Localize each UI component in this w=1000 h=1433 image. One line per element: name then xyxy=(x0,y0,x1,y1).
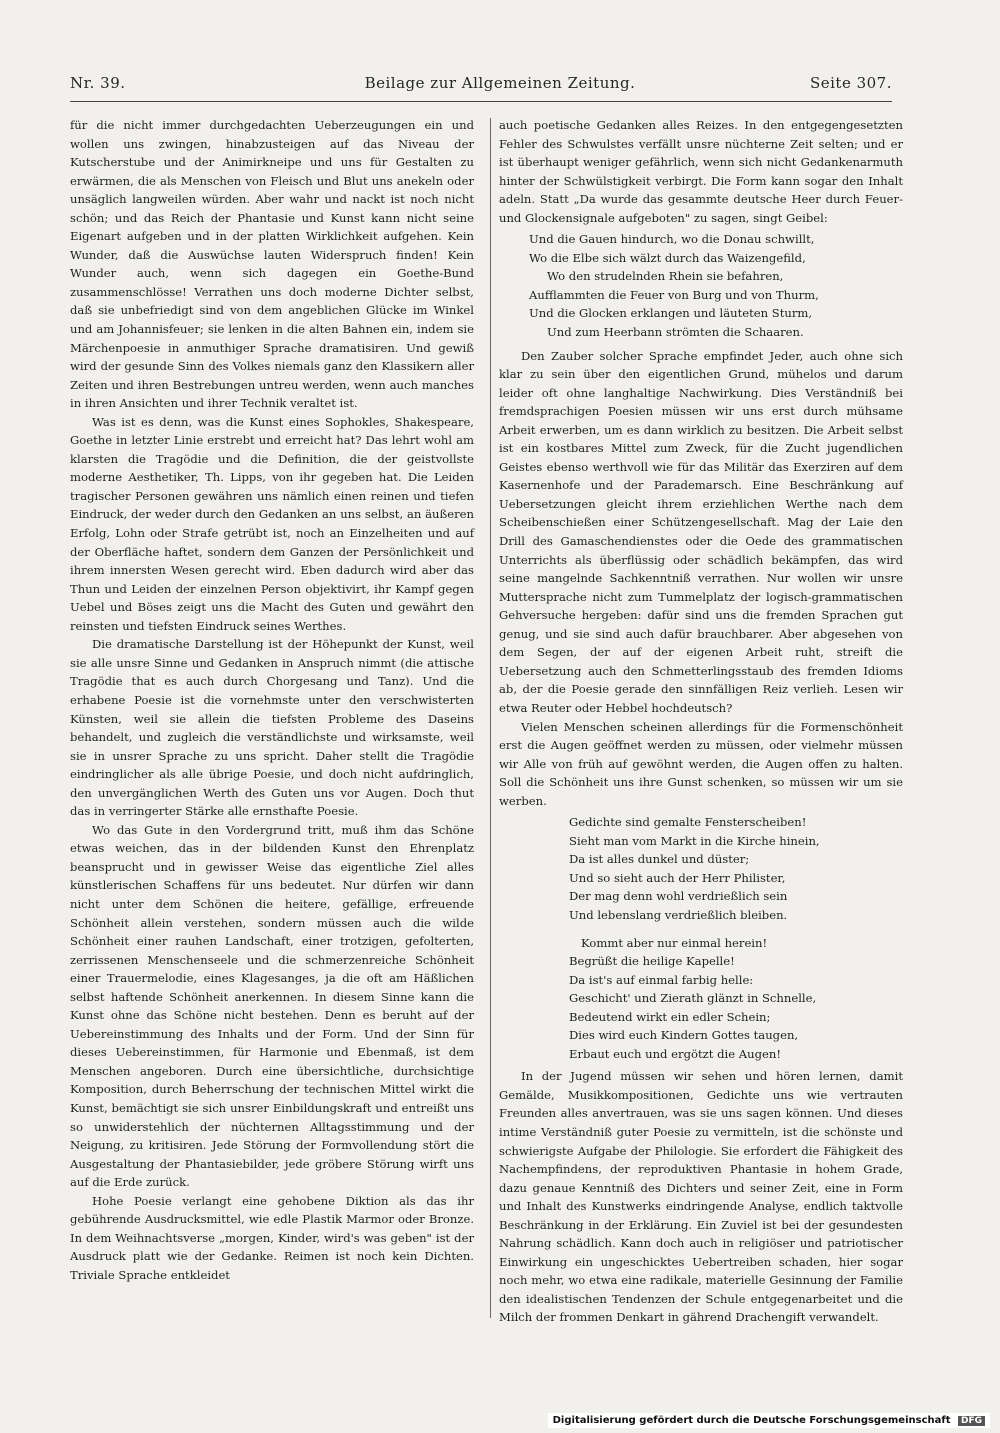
funding-footer xyxy=(548,1413,990,1428)
paragraph: für die nicht immer durchgedachten Ueberzeugungen ein und wollen uns zwingen, hinabzusteigen auf das Niveau der Kutscherstube und der Animirkneipe und uns für Gestalten zu erwärmen, die als Menschen von Fleisch und Blut uns anekeln oder unsäglich langweilen würden. Aber wahr und nackt ist noch nicht schön; und das Reich der Phantasie und Kunst kann nicht seine Eigenart aufgeben und in der platten Wirklichkeit aufgehen. Kein Wunder, daß die Auswüchse lauten Widerspruch finden! Kein Wunder auch, wenn sich dagegen ein Goethe-Bund zusammenschlösse! Verrathen uns doch moderne Dichter selbst, daß sie unbefriedigt sind von dem angeblichen Glücke im Winkel und am Johannisfeuer; sie lenken in die alten Bahnen ein, indem sie Märchenpoesie in anmuthiger Sprache dramatisiren. Und gewiß wird der gesunde Sinn des Volkes niemals ganz den Klassikern aller Zeiten und ihren Bestrebungen untreu werden, wenn auch manches in ihren Ansichten und ihrer Technik veraltet ist. xyxy=(70,118,474,411)
verse-line: Begrüßt die heilige Kapelle! xyxy=(569,954,735,969)
verse-line: Dies wird euch Kindern Gottes taugen, xyxy=(569,1028,799,1043)
verse-line: Da ist's auf einmal farbig helle: xyxy=(569,972,754,987)
header-rule xyxy=(70,101,892,102)
verse-line: Kommt aber nur einmal herein! xyxy=(581,935,768,950)
paragraph: Den Zauber solcher Sprache empfindet Jeder, auch ohne sich klar zu sein über den eigentlichen Grund, mühelos und darum leider oft ohne langhaltige Nachwirkung. Dies Verständniß bei fremdsprachigen Poesien müssen wir uns erst durch mühsame Arbeit erwerben, um es dann wirklich zu besitzen. Die Arbeit selbst ist ein kostbares Mittel zum Zweck, für die Zucht jugendlichen Geistes ebenso werthvoll wie für das Militär das Exerziren auf dem Kasernenhofe und der Parademarsch. Eine Beschränkung auf Uebersetzungen gleicht ihrem erziehlichen Werthe nach dem Scheibenschießen einer Schützengesellschaft. Mag der Laie den Drill des Gamaschendienstes oder die Oede des grammatischen Unterrichts als überflüssig oder schädlich bekämpfen, das wird seine mangelnde Sachkenntniß verrathen. Nur wollen wir unsre Muttersprache nicht zum Tummelplatz der logisch-grammatischen Gehversuche hergeben: dafür sind uns die fremden Sprachen gut genug, und sie sind auch dafür brauchbarer. Aber abgesehen von dem Segen, der auf der eigenen Arbeit ruht, streift die Uebersetzung auch den Schmetterlingsstaub des fremden Idioms ab, der die Poesie gerade den sinnfälligen Reiz verlieh. Lesen wir etwa Reuter oder Hebbel hochdeutsch? xyxy=(499,348,903,715)
verse-line: Und zum Heerbann strömten die Schaaren. xyxy=(547,325,804,340)
paragraph: Wo das Gute in den Vordergrund tritt, muß ihm das Schöne etwas weichen, das in der bildenden Kunst den Ehrenplatz beansprucht und in gewisser Weise das eigentliche Ziel alles künstlerischen Schaffens für uns bedeutet. Nur dürfen wir dann nicht unter dem Schönen die heitere, gefällige, erfreuende Schönheit allein verstehen, sondern müssen auch die wilde Schönheit einer rauhen Landschaft, einer trotzigen, gefolterten, zerrissenen Menschenseele und die schmerzenreiche Schönheit einer Trauermelodie, eines Klagesanges, ja die oft am Häßlichen selbst haftende Schönheit anerkennen. In diesem Sinne kann die Kunst ohne das Schöne nicht bestehen. Denn es beruht auf der Uebereinstimmung des Inhalts und der Form. Und der Sinn für dieses Uebereinstimmen, für Harmonie und Ebenmaß, ist dem Menschen angeboren. Durch eine übersichtliche, durchsichtige Komposition, durch Beherrschung der technischen Mittel wirkt die Kunst, bemächtigt sie sich unsrer Einbildungskraft und entreißt uns so unwiderstehlich der nüchternen Alltagsstimmung und der Neigung, zu kritisiren. Jede Störung der Formvollendung stört die Ausgestaltung der Phantasiebilder, jede gröbere Störung wirft uns auf die Erde zurück. xyxy=(70,822,474,1190)
funding-text: Digitalisierung gefördert durch die Deutsche Forschungsgemeinschaft xyxy=(552,1415,951,1426)
verse-line: Bedeutend wirkt ein edler Schein; xyxy=(569,1009,771,1024)
publication-title: Beilage zur Allgemeinen Zeitung. xyxy=(364,74,636,92)
paragraph: In der Jugend müssen wir sehen und hören lernen, damit Gemälde, Musikkompositionen, Gedichte uns wie vertrauten Freunden alles anvertrauen, was sie uns sagen können. Und dieses intime Verständniß guter Poesie zu vermitteln, ist die schönste und schwierigste Aufgabe der Philologie. Sie erfordert die Fähigkeit des Nachempfindens, der reproduktiven Phantasie in hohem Grade, dazu genaue Kenntniß des Dichters und seiner Zeit, eine in Form und Inhalt des Kunstwerks eindringende Analyse, endlich taktvolle Beschränkung in der Erklärung. Ein Zuviel ist bei der gesundesten Nahrung schädlich. Kann doch auch in religiöser und patriotischer Einwirkung ein ungeschicktes Uebertreiben schaden, hier sogar noch mehr, wo etwa eine radikale, materielle Gesinnung der Familie den idealistischen Tendenzen der Schule entgegenarbeitet und die Milch der frommen Denkart in gährend Drachengift verwandelt. xyxy=(499,1069,903,1325)
paragraph: auch poetische Gedanken alles Reizes. In den entgegengesetzten Fehler des Schwulstes verfällt unsre nüchterne Zeit selten; und er ist überhaupt weniger gefährlich, wenn sich nicht Gedankenarmuth hinter der Schwülstigkeit verbirgt. Die Form kann sogar den Inhalt adeln. Statt „Da wurde das gesammte deutsche Heer durch Feuer- und Glockensignale aufgeboten" zu sagen, singt Geibel: xyxy=(499,118,903,225)
issue-number: Nr. 39. xyxy=(70,74,126,92)
dfg-logo: DFG xyxy=(958,1416,985,1426)
verse-line: Da ist alles dunkel und düster; xyxy=(569,852,750,867)
verse-line: Der mag denn wohl verdrießlich sein xyxy=(569,889,788,904)
verse-line: Sieht man vom Markt in die Kirche hinein, xyxy=(569,833,820,848)
verse-line: Aufflammten die Feuer von Burg und von Thurm, xyxy=(529,287,819,302)
verse-quote xyxy=(499,810,903,1067)
verse-line: Wo die Elbe sich wälzt durch das Waizengefild, xyxy=(529,250,806,265)
page-number: Seite 307. xyxy=(809,74,892,92)
verse-line: Und lebenslang verdrießlich bleiben. xyxy=(569,907,788,922)
verse-line: Und die Gauen hindurch, wo die Donau schwillt, xyxy=(529,232,815,247)
verse-line: Erbaut euch und ergötzt die Augen! xyxy=(569,1046,782,1061)
verse-line: Und so sieht auch der Herr Philister, xyxy=(569,870,786,885)
verse-quote xyxy=(499,227,903,346)
left-column xyxy=(70,116,474,1284)
verse-line: Wo den strudelnden Rhein sie befahren, xyxy=(547,269,784,284)
paragraph: Was ist es denn, was die Kunst eines Sophokles, Shakespeare, Goethe in letzter Linie erstrebt und erreicht hat? Das lehrt wohl am klarsten die Tragödie und die Definition, die der geistvollste moderne Aesthetiker, Th. Lipps, von ihr gegeben hat. Die Leiden tragischer Personen gewähren uns nämlich einen reinen und tiefen Eindruck, der weder durch den Gedanken an uns selbst, an äußeren Erfolg, Lohn oder Strafe getrübt ist, noch an Einzelheiten und auf der Oberfläche haftet, sondern dem Ganzen der Persönlichkeit und ihrem innersten Wesen gerecht wird. Eben dadurch wird aber das Thun und Leiden der einzelnen Person objektivirt, ihr Kampf gegen Uebel und Böses zeigt uns die Macht des Guten und gewährt den reinsten und tiefsten Eindruck seines Werthes. xyxy=(70,414,474,633)
paragraph: Hohe Poesie verlangt eine gehobene Diktion als das ihr gebührende Ausdrucksmittel, wie edle Plastik Marmor oder Bronze. In dem Weihnachtsverse „morgen, Kinder, wird's was geben" ist der Ausdruck platt wie der Gedanke. Reimen ist noch kein Dichten. Triviale Sprache entkleidet xyxy=(70,1193,474,1282)
verse-line: Und die Glocken erklangen und läuteten Sturm, xyxy=(529,306,813,321)
verse-line: Gedichte sind gemalte Fensterscheiben! xyxy=(569,815,807,830)
right-column xyxy=(499,116,903,1327)
paragraph: Die dramatische Darstellung ist der Höhepunkt der Kunst, weil sie alle unsre Sinne und Gedanken in Anspruch nimmt (die attische Tragödie that es auch durch Chorgesang und Tanz). Und die erhabene Poesie ist die vornehmste unter den verschwisterten Künsten, weil sie allein die tiefsten Probleme des Daseins behandelt, und zugleich die verständlichste und wirksamste, weil sie in unsrer Sprache zu uns spricht. Daher stellt die Tragödie eindringlicher als alle übrige Poesie, und doch nicht aufdringlich, den unvergänglichen Werth des Guten uns vor Augen. Doch thut das in verringerter Stärke alle ernsthafte Poesie. xyxy=(70,637,474,819)
column-divider xyxy=(490,118,491,1318)
paragraph: Vielen Menschen scheinen allerdings für die Formenschönheit erst die Augen geöffnet werden zu müssen, oder vielmehr müssen wir Alle von früh auf gewöhnt werden, die Augen offen zu halten. Soll die Schönheit uns ihre Gunst schenken, so müssen wir um sie werben. xyxy=(499,719,903,808)
verse-line: Geschicht' und Zierath glänzt in Schnelle, xyxy=(569,991,817,1006)
stanza-gap xyxy=(569,925,903,934)
